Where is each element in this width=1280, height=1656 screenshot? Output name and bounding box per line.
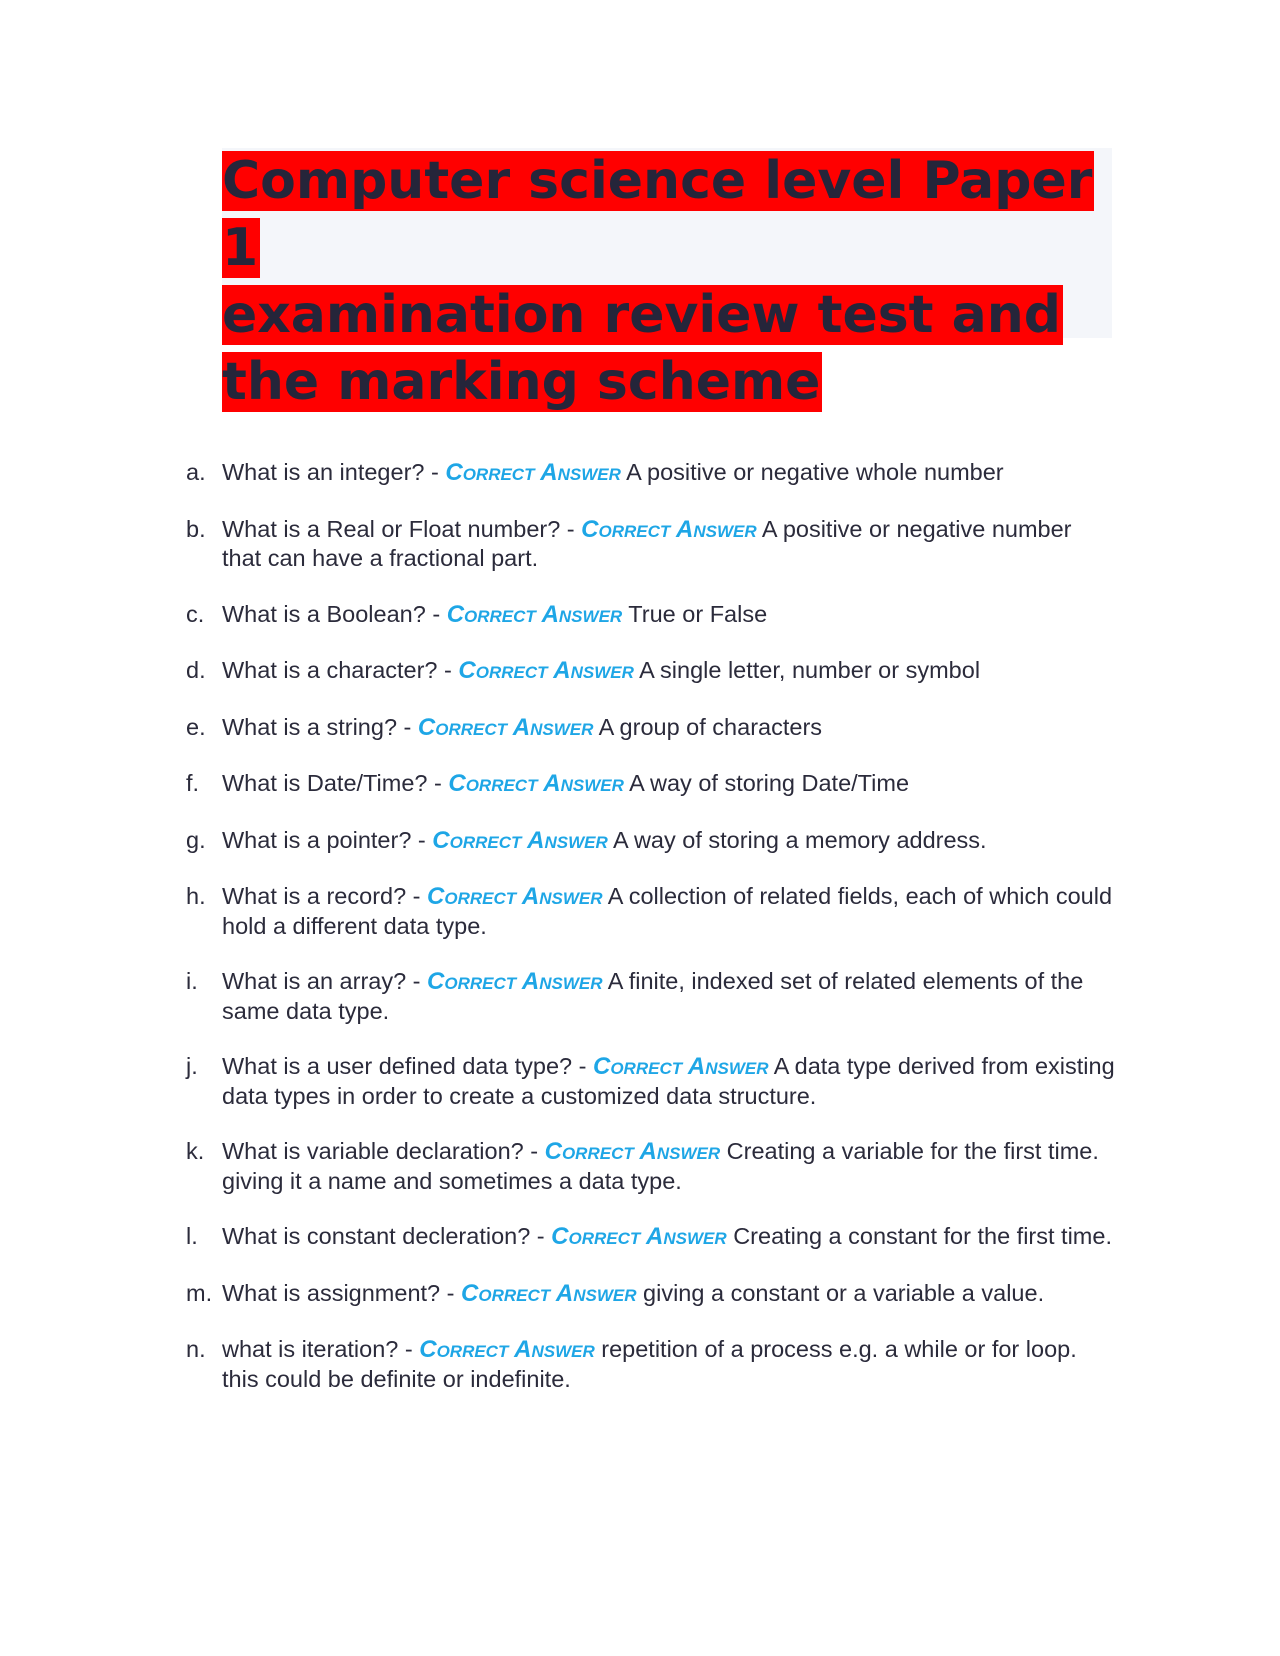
- list-marker: g.: [186, 826, 206, 853]
- list-marker: f.: [186, 770, 200, 796]
- question-text: what is iteration? -: [222, 1336, 413, 1362]
- list-marker: n.: [186, 1336, 206, 1362]
- answer-text: A positive or negative number that can have a fractional part.: [222, 515, 1072, 571]
- list-marker: b.: [186, 515, 206, 542]
- title-line-3: the marking scheme: [222, 352, 821, 412]
- document-title: [222, 148, 1112, 416]
- list-item: [186, 458, 1116, 488]
- list-item: [186, 769, 1116, 799]
- list-marker: c.: [186, 600, 205, 627]
- answer-text: A group of characters: [598, 713, 823, 740]
- correct-answer-label: Correct Answer: [446, 600, 623, 628]
- question-text: What is a string? -: [222, 713, 412, 740]
- answer-text: A data type derived from existing data types in order to create a customized data structure.: [222, 1053, 1115, 1109]
- correct-answer-label: Correct Answer: [593, 1053, 769, 1080]
- question-text: What is a record? -: [222, 883, 421, 909]
- list-item: [186, 882, 1116, 940]
- list-marker: k.: [186, 1138, 205, 1164]
- correct-answer-label: Correct Answer: [417, 713, 594, 741]
- answer-text: A single letter, number or symbol: [639, 657, 981, 683]
- list-item: [186, 713, 1116, 743]
- question-text: What is an integer? -: [222, 459, 439, 485]
- question-text: What is a Boolean? -: [222, 600, 441, 627]
- correct-answer-label: Correct Answer: [581, 515, 757, 543]
- list-item: [186, 1222, 1116, 1252]
- list-item: [186, 656, 1116, 686]
- correct-answer-label: Correct Answer: [458, 657, 634, 684]
- list-marker: m.: [186, 1279, 213, 1306]
- correct-answer-label: Correct Answer: [427, 883, 603, 910]
- title-line-1: Computer science level Paper 1: [222, 151, 1093, 278]
- question-text: What is constant decleration? -: [222, 1223, 545, 1249]
- correct-answer-label: Correct Answer: [419, 1336, 595, 1363]
- question-text: What is assignment? -: [222, 1279, 455, 1306]
- list-marker: d.: [186, 657, 206, 683]
- answer-text: A collection of related fields, each of which could hold a different data type.: [222, 883, 1113, 939]
- question-text: What is variable declaration? -: [222, 1138, 539, 1164]
- answer-text: Creating a variable for the first time. giving it a name and sometimes a data type.: [222, 1138, 1099, 1194]
- answer-text: giving a constant or a variable a value.: [643, 1279, 1045, 1306]
- answer-text: Creating a constant for the first time.: [733, 1223, 1112, 1249]
- list-item: [186, 1052, 1116, 1110]
- correct-answer-label: Correct Answer: [432, 826, 608, 854]
- answer-text: A way of storing a memory address.: [613, 826, 987, 853]
- answer-text: A finite, indexed set of related elements of the same data type.: [222, 968, 1084, 1024]
- correct-answer-label: Correct Answer: [427, 968, 603, 995]
- question-text: What is a Real or Float number? -: [222, 515, 575, 542]
- list-marker: h.: [186, 883, 206, 909]
- answer-text: True or False: [628, 600, 768, 627]
- list-marker: e.: [186, 713, 206, 740]
- title-block: [222, 148, 1112, 412]
- answer-text: repetition of a process e.g. a while or for loop. this could be definite or indefinite.: [222, 1336, 1077, 1392]
- question-text: What is a user defined data type? -: [222, 1053, 587, 1079]
- title-line-2: examination review test and: [222, 285, 1061, 345]
- list-item: [186, 515, 1116, 573]
- correct-answer-label: Correct Answer: [461, 1279, 637, 1307]
- question-text: What is an array? -: [222, 968, 421, 994]
- answer-text: A way of storing Date/Time: [629, 770, 910, 796]
- correct-answer-label: Correct Answer: [544, 1138, 721, 1165]
- list-item: [186, 826, 1116, 856]
- list-marker: i.: [186, 968, 198, 994]
- list-item: [186, 1279, 1116, 1309]
- list-item: [186, 1335, 1116, 1393]
- list-marker: a.: [186, 459, 206, 485]
- list-item: [186, 600, 1116, 630]
- question-text: What is a character? -: [222, 657, 452, 683]
- correct-answer-label: Correct Answer: [448, 770, 624, 797]
- question-text: What is Date/Time? -: [222, 770, 442, 796]
- list-item: [186, 1137, 1116, 1195]
- list-item: [186, 967, 1116, 1025]
- list-marker: l.: [186, 1223, 198, 1249]
- question-text: What is a pointer? -: [222, 826, 426, 853]
- correct-answer-label: Correct Answer: [551, 1223, 727, 1250]
- answer-text: A positive or negative whole number: [626, 459, 1004, 485]
- correct-answer-label: Correct Answer: [445, 459, 621, 486]
- question-answer-list: [186, 458, 1116, 1393]
- list-marker: j.: [186, 1053, 198, 1079]
